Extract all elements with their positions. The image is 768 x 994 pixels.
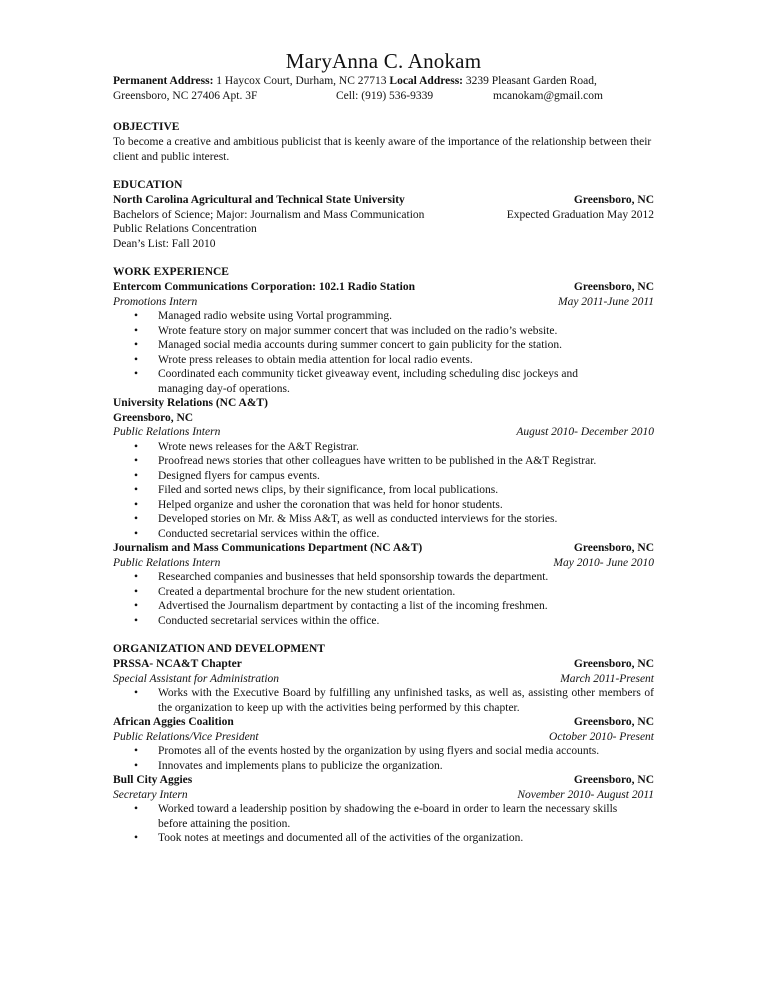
list-item: • Took notes at meetings and documented all of the activities of the organization. <box>113 831 654 846</box>
job-role: Public Relations Intern <box>113 426 221 438</box>
list-item: • Helped organize and usher the coronation that was held for honor students. <box>113 498 654 513</box>
job-dates: August 2010- December 2010 <box>516 426 654 438</box>
job-role-row <box>113 425 654 440</box>
objective-text: To become a creative and ambitious publicist that is keenly aware of the importance of the relationship between their client and public interest. <box>113 136 652 163</box>
job-role: Public Relations Intern <box>113 556 221 569</box>
job-role: Promotions Intern <box>113 295 198 308</box>
permanent-address-value: 1 Haycox Court, Durham, NC 27713 <box>213 75 390 87</box>
org-header <box>113 715 654 730</box>
job-org: University Relations (NC A&T) <box>113 397 268 409</box>
job-header <box>113 541 654 556</box>
list-item: • Created a departmental brochure for the new student orientation. <box>113 585 654 600</box>
list-item: • Filed and sorted news clips, by their significance, from local publications. <box>113 483 654 498</box>
org-dates: March 2011-Present <box>560 672 654 685</box>
local-address-value: 3239 Pleasant Garden Road, <box>463 75 597 87</box>
org-name: PRSSA- NCA&T Chapter <box>113 658 242 670</box>
job-location: Greensboro, NC <box>113 411 194 424</box>
org-location: Greensboro, NC <box>573 658 654 670</box>
list-item: • Innovates and implements plans to publicize the organization. <box>113 759 654 774</box>
local-address-label: Local Address: <box>389 75 463 87</box>
job-role-row <box>113 556 654 571</box>
org-bullets <box>113 744 654 773</box>
org-role: Special Assistant for Administration <box>113 672 280 685</box>
org-header <box>113 773 654 788</box>
org-name: Bull City Aggies <box>113 774 193 786</box>
org-dates: October 2010- Present <box>549 730 654 743</box>
org-role-row <box>113 788 654 803</box>
list-item: • Proofread news stories that other colleagues have written to be published in the A&T Registrar. <box>113 454 654 469</box>
list-item: • Advertised the Journalism department by contacting a list of the incoming freshmen. <box>113 599 654 614</box>
list-item: • Worked toward a leadership position by shadowing the e-board in order to learn the necessary skills before attaining the position. <box>113 802 654 831</box>
email: mcanokam@gmail.com <box>493 90 603 102</box>
graduation: Expected Graduation May 2012 <box>506 208 654 221</box>
list-item: • Coordinated each community ticket giveaway event, including scheduling disc jockeys and managing day-of operations. <box>113 367 654 396</box>
degree: Bachelors of Science; Major: Journalism and Mass Communication <box>113 208 425 221</box>
work-title: WORK EXPERIENCE <box>113 266 229 278</box>
job-bullets <box>113 309 654 396</box>
list-item: • Wrote press releases to obtain media attention for local radio events. <box>113 353 654 368</box>
job-org: Journalism and Mass Communications Department (NC A&T) <box>113 542 423 554</box>
permanent-address-label: Permanent Address: <box>113 75 214 87</box>
city-line: Greensboro, NC 27406 Apt. 3F <box>113 90 258 102</box>
org-bullets <box>113 686 654 715</box>
education-title: EDUCATION <box>113 179 183 191</box>
list-item: • Managed social media accounts during summer concert to gain publicity for the station. <box>113 338 654 353</box>
job-bullets <box>113 440 654 542</box>
candidate-name: MaryAnna C. Anokam <box>285 49 482 73</box>
org-bullets <box>113 802 654 846</box>
org-dates: November 2010- August 2011 <box>517 788 654 801</box>
list-item: • Promotes all of the events hosted by the organization by using flyers and social media accounts. <box>113 744 654 759</box>
concentration: Public Relations Concentration <box>113 223 257 235</box>
job-dates: May 2010- June 2010 <box>553 556 654 569</box>
list-item: • Conducted secretarial services within the office. <box>113 527 654 542</box>
job-bullets <box>113 570 654 628</box>
org-role-row <box>113 730 654 745</box>
job-location: Greensboro, NC <box>573 542 654 554</box>
job-dates: May 2011-June 2011 <box>557 295 654 308</box>
org-location: Greensboro, NC <box>573 716 654 728</box>
list-item: • Developed stories on Mr. & Miss A&T, as well as conducted interviews for the stories. <box>113 512 654 527</box>
education-degree-row <box>113 208 654 223</box>
list-item: • Works with the Executive Board by fulfilling any unfinished tasks, as well as, assisting other members of the organization to keep up with the activities being performed by this chapter. <box>113 686 654 715</box>
cell-phone: Cell: (919) 536-9339 <box>336 90 434 102</box>
list-item: • Researched companies and businesses that held sponsorship towards the department. <box>113 570 654 585</box>
resume-page <box>113 48 654 846</box>
org-role: Public Relations/Vice President <box>113 730 259 743</box>
org-location: Greensboro, NC <box>573 774 654 786</box>
job-location: Greensboro, NC <box>573 281 654 293</box>
objective-title: OBJECTIVE <box>113 121 180 133</box>
list-item: • Designed flyers for campus events. <box>113 469 654 484</box>
contact-line <box>113 89 654 104</box>
organizations-title: ORGANIZATION AND DEVELOPMENT <box>113 643 325 655</box>
org-role-row <box>113 672 654 687</box>
list-item: • Managed radio website using Vortal programming. <box>113 309 654 324</box>
org-name: African Aggies Coalition <box>113 716 234 728</box>
list-item: • Wrote feature story on major summer concert that was included on the radio’s website. <box>113 324 654 339</box>
org-role: Secretary Intern <box>113 788 188 801</box>
org-header <box>113 657 654 672</box>
honors: Dean’s List: Fall 2010 <box>113 237 216 250</box>
list-item: • Wrote news releases for the A&T Registrar. <box>113 440 654 455</box>
job-org: Entercom Communications Corporation: 102.1 Radio Station <box>113 281 415 293</box>
job-role-row <box>113 295 654 310</box>
job-header <box>113 280 654 295</box>
address-line <box>113 74 654 89</box>
list-item: • Conducted secretarial services within the office. <box>113 614 654 629</box>
education-school-row <box>113 193 654 208</box>
school-location: Greensboro, NC <box>573 194 654 206</box>
school-name: North Carolina Agricultural and Technical State University <box>113 194 405 206</box>
